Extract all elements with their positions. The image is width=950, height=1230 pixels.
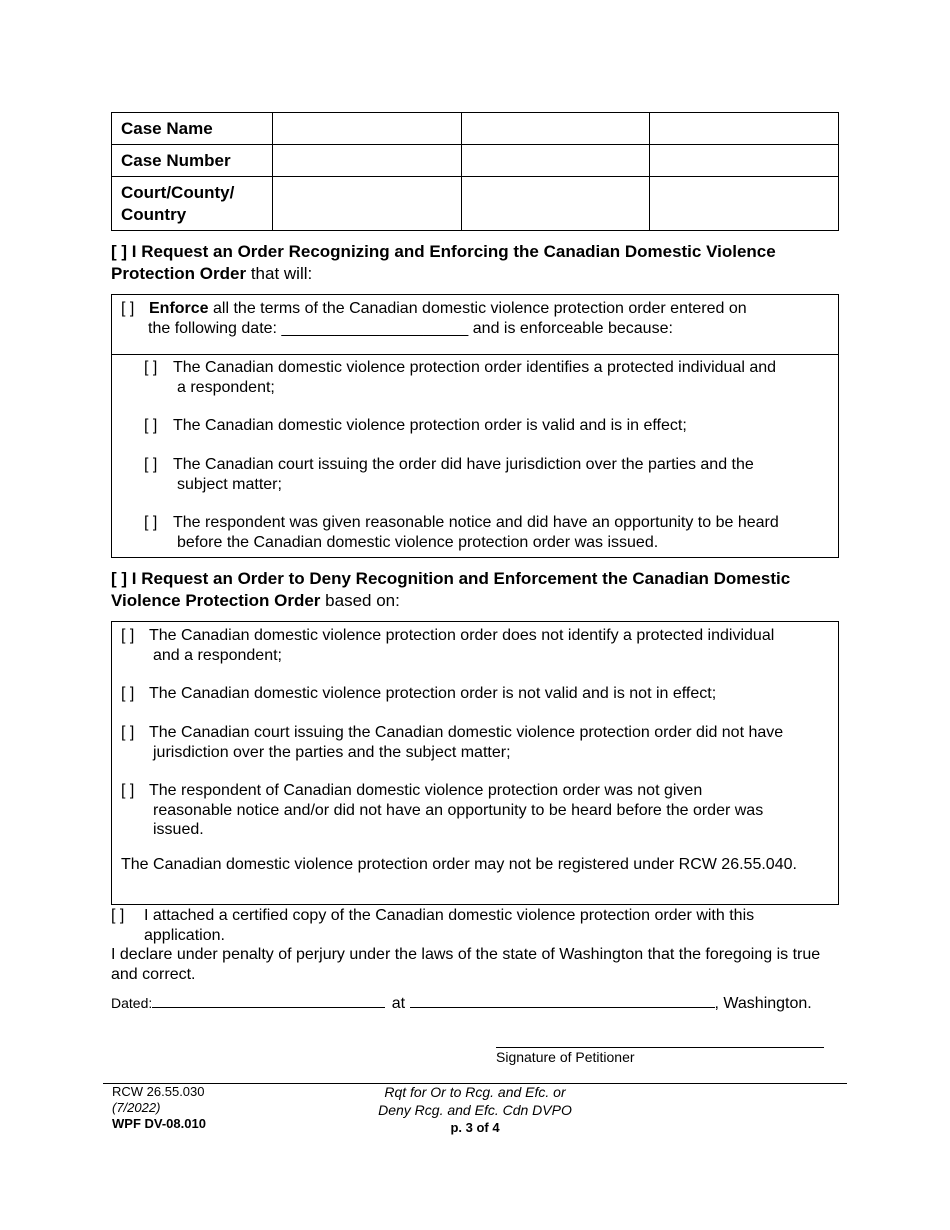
court-county-cell-1[interactable]	[272, 177, 461, 231]
footer-date: (7/2022)	[112, 1100, 161, 1115]
section2-item-2-line1: The Canadian domestic violence protection order is not valid and is not in effect;	[149, 685, 717, 702]
section1-item-1	[144, 358, 834, 397]
dated-at-label: at	[391, 995, 406, 1012]
section2-item-1	[121, 626, 835, 665]
enforce-date-field[interactable]: _____________________	[281, 319, 469, 337]
enforce-bold: Enforce	[149, 300, 209, 317]
section2-item-3-line1: The Canadian court issuing the Canadian domestic violence protection order did not have	[149, 724, 784, 741]
footer-page-number: p. 3 of 4	[450, 1120, 500, 1135]
enforce-reason-text: and is enforceable because:	[472, 319, 673, 337]
section1-item-1-checkbox[interactable]: [ ]	[144, 359, 158, 376]
case-name-cell-1[interactable]	[272, 113, 461, 145]
dated-line	[111, 993, 841, 1014]
case-number-cell-2[interactable]	[461, 145, 650, 177]
case-number-label: Case Number	[112, 145, 273, 177]
section1-item-3-line1: The Canadian court issuing the order did have jurisdiction over the parties and the	[173, 456, 754, 473]
perjury-declaration: I declare under penalty of perjury under the laws of the state of Washington that the foregoing is true and correct.	[111, 946, 821, 983]
section2-item-1-line2: and a respondent;	[153, 646, 282, 664]
section2-checkbox[interactable]: [ ]	[111, 569, 128, 588]
section2-item-4	[121, 781, 835, 840]
attached-copy-checkbox[interactable]: [ ]	[111, 907, 125, 924]
case-number-cell-3[interactable]	[650, 145, 839, 177]
section2-item-3-line2: jurisdiction over the parties and the subject matter;	[153, 743, 511, 761]
section2-item-3	[121, 723, 837, 762]
footer-rcw: RCW 26.55.030	[112, 1084, 205, 1099]
section1-item-2-line1: The Canadian domestic violence protection order is valid and is in effect;	[173, 417, 687, 434]
case-info-table	[111, 112, 839, 231]
attached-copy-line2: application.	[144, 926, 225, 944]
attached-copy-option	[111, 906, 821, 945]
section2-heading	[111, 568, 811, 612]
section1-item-2	[144, 416, 834, 436]
section2-item-4-checkbox[interactable]: [ ]	[121, 782, 135, 799]
section1-item-1-line1: The Canadian domestic violence protection order identifies a protected individual and	[173, 359, 777, 376]
section2-item-2-checkbox[interactable]: [ ]	[121, 685, 135, 702]
court-county-cell-3[interactable]	[650, 177, 839, 231]
court-county-cell-2[interactable]	[461, 177, 650, 231]
footer-title-line1: Rqt for Or to Rcg. and Efc. or	[384, 1084, 566, 1100]
section2-heading-tail: based on:	[325, 591, 400, 610]
enforce-text: all the terms of the Canadian domestic violence protection order entered on	[213, 300, 747, 317]
section1-checkbox[interactable]: [ ]	[111, 242, 128, 261]
court-county-label: Court/County/ Country	[112, 177, 273, 231]
signature-label: Signature of Petitioner	[496, 1049, 635, 1065]
section1-item-4-line2: before the Canadian domestic violence protection order was issued.	[177, 533, 659, 551]
section1-heading-tail: that will:	[250, 264, 313, 283]
enforce-option	[121, 299, 831, 338]
section1-item-2-checkbox[interactable]: [ ]	[144, 417, 158, 434]
section2-item-4-line1: The respondent of Canadian domestic violence protection order was not given	[149, 782, 703, 799]
signature-line[interactable]	[496, 1047, 824, 1048]
section2-item-1-line1: The Canadian domestic violence protection order does not identify a protected individual	[149, 627, 775, 644]
section2-item-1-checkbox[interactable]: [ ]	[121, 627, 135, 644]
section2-box	[111, 621, 839, 905]
case-name-cell-2[interactable]	[461, 113, 650, 145]
section1-item-1-line2: a respondent;	[177, 378, 275, 396]
footer-title-line2: Deny Rcg. and Efc. Cdn DVPO	[378, 1102, 572, 1118]
dated-washington: , Washington.	[714, 995, 812, 1012]
section1-heading	[111, 241, 811, 285]
section1-box	[111, 294, 839, 558]
section1-item-4	[144, 513, 838, 552]
section2-item-2	[121, 684, 835, 704]
section1-item-4-line1: The respondent was given reasonable notice and did have an opportunity to be heard	[173, 514, 779, 531]
section1-divider	[112, 354, 838, 355]
enforce-date-label: the following date:	[148, 319, 277, 337]
section2-item-4-line3: issued.	[153, 821, 204, 838]
dated-place-field[interactable]	[410, 993, 715, 1008]
attached-copy-line1: I attached a certified copy of the Canadian domestic violence protection order with this	[144, 907, 755, 924]
section1-item-3-checkbox[interactable]: [ ]	[144, 456, 158, 473]
case-name-cell-3[interactable]	[650, 113, 839, 145]
case-number-cell-1[interactable]	[272, 145, 461, 177]
section2-heading-bold: I Request an Order to Deny Recognition and Enforcement the Canadian Domestic Violence Protection Order	[111, 569, 791, 610]
section1-item-3-line2: subject matter;	[177, 475, 282, 493]
case-number-row	[112, 145, 839, 177]
section1-item-4-checkbox[interactable]: [ ]	[144, 514, 158, 531]
dated-label: Dated:	[111, 995, 153, 1011]
court-county-row	[112, 177, 839, 231]
section1-item-3	[144, 455, 834, 494]
case-name-row	[112, 113, 839, 145]
case-name-label: Case Name	[112, 113, 273, 145]
section2-item-3-checkbox[interactable]: [ ]	[121, 724, 135, 741]
enforce-checkbox[interactable]: [ ]	[121, 300, 135, 317]
footer-form-id: WPF DV-08.010	[112, 1116, 206, 1131]
dated-date-field[interactable]	[152, 993, 385, 1008]
rcw-note: The Canadian domestic violence protection order may not be registered under RCW 26.55.040.	[121, 856, 797, 873]
section2-item-4-line2: reasonable notice and/or did not have an opportunity to be heard before the order was	[153, 801, 764, 819]
section1-heading-bold: I Request an Order Recognizing and Enforcing the Canadian Domestic Violence Protection Order	[111, 242, 776, 283]
